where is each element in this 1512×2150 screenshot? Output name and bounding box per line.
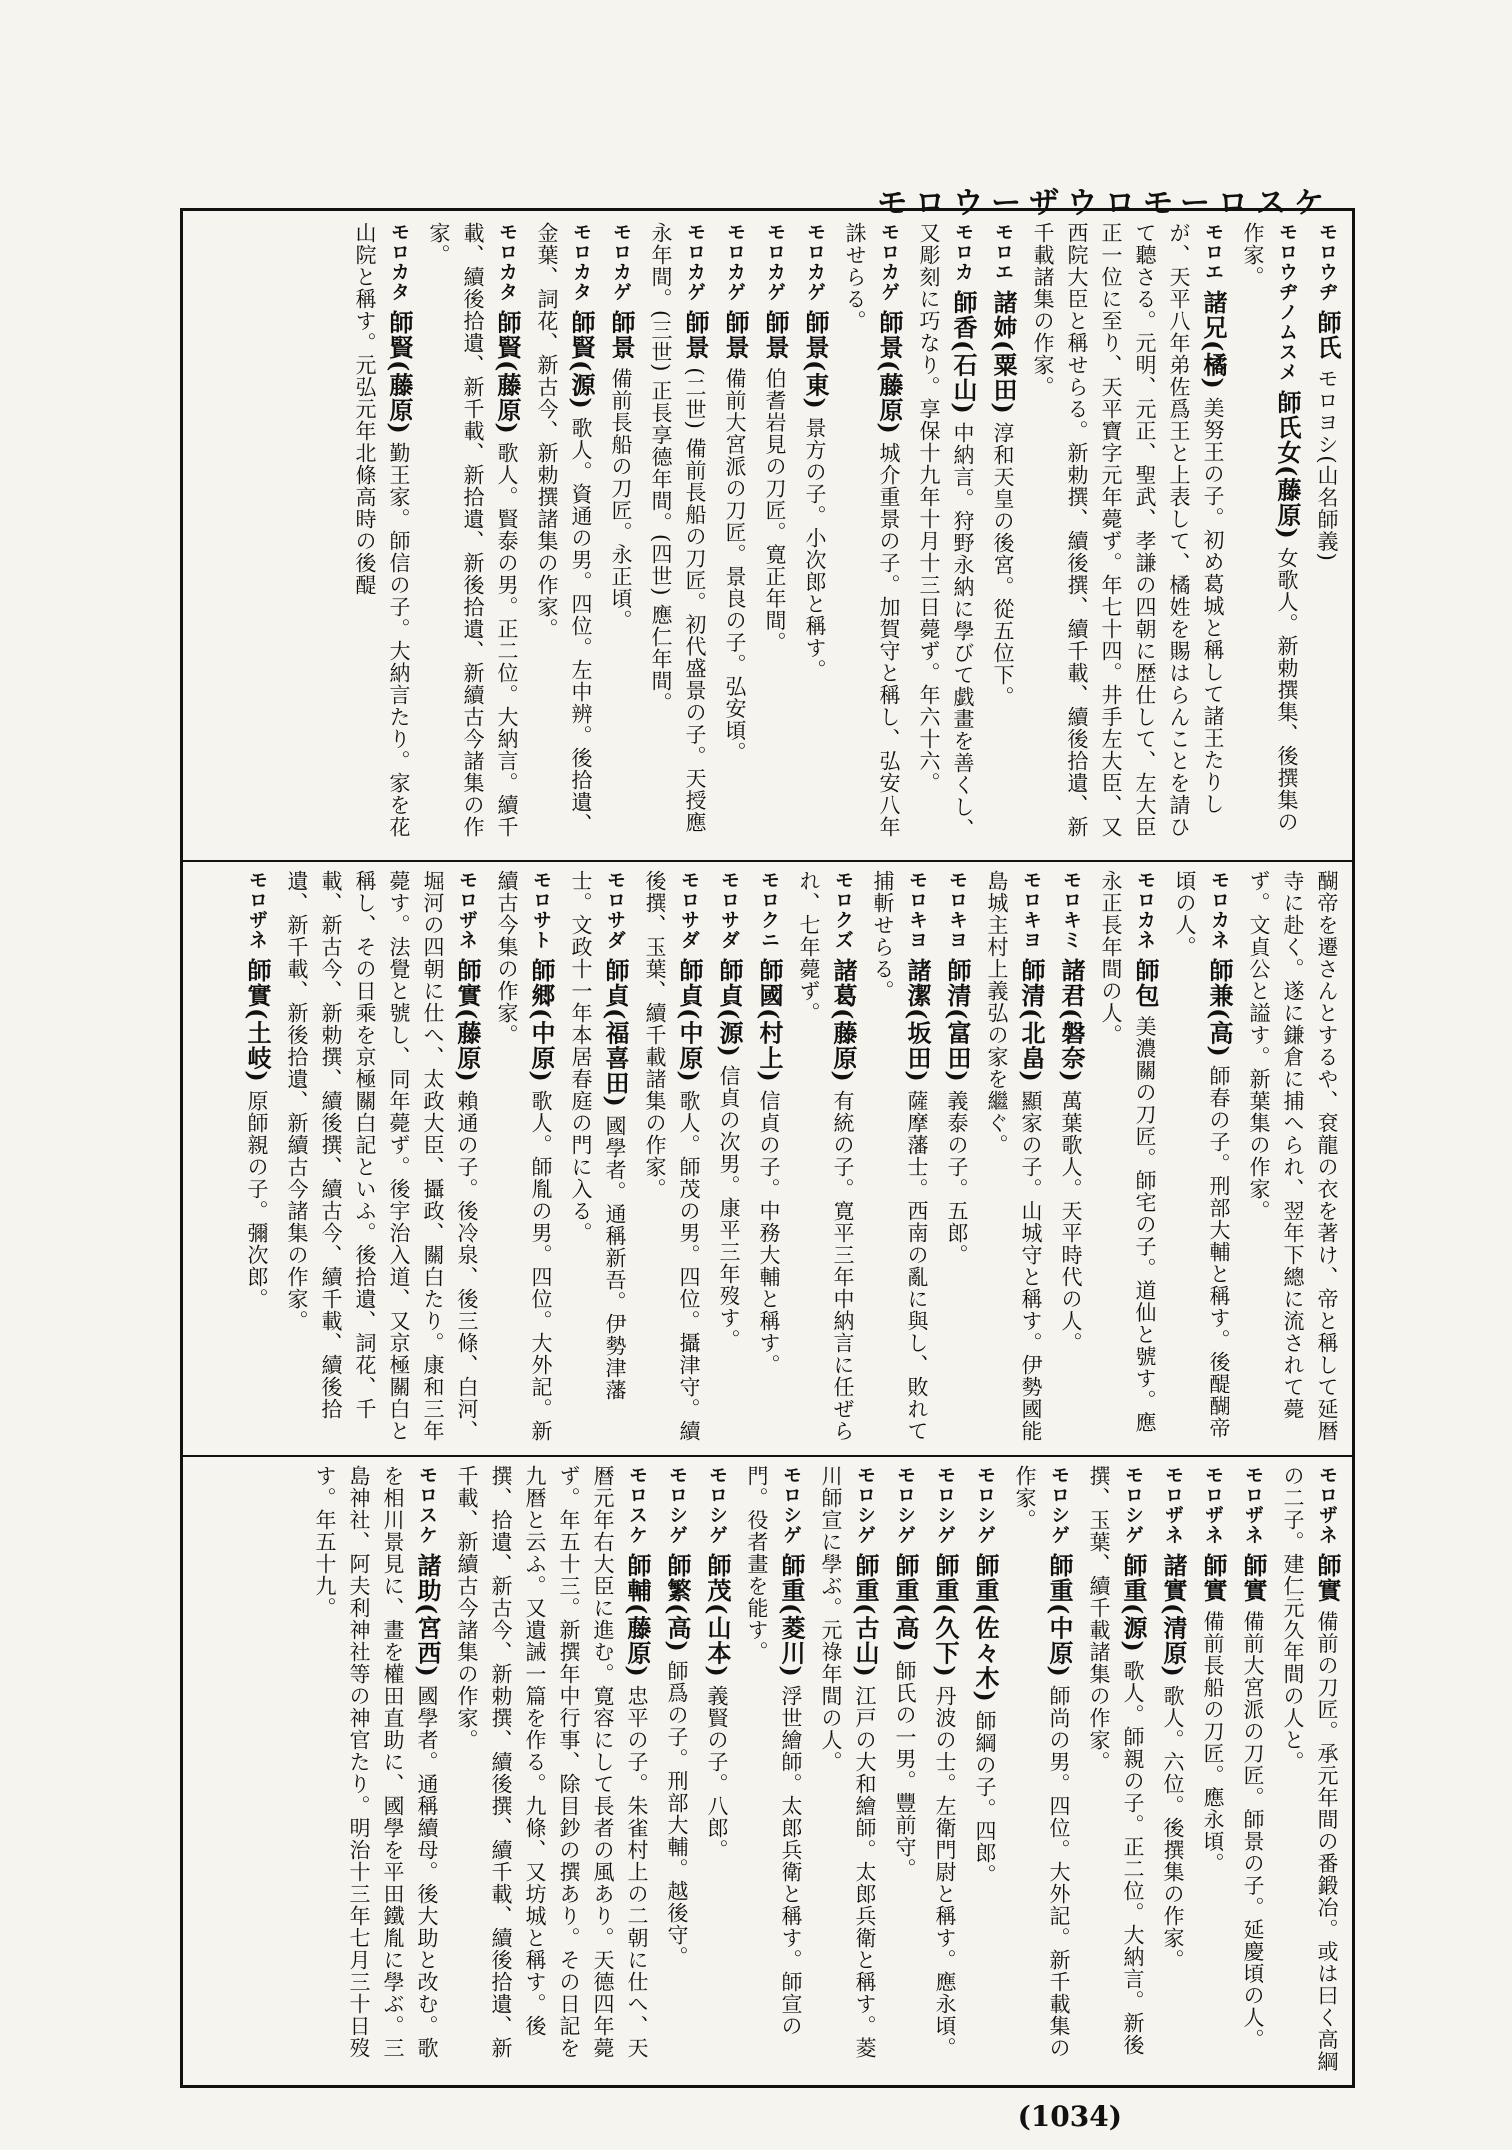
entry-reading: モロシゲ: [934, 1465, 956, 1545]
entry-name: 師景: [681, 309, 710, 360]
entry-text: 淳和天皇の後宮。從五位下。: [991, 422, 1015, 709]
entry-text: 美濃關の刀匠。師宅の子。道仙と號す。應永正長年間の人。: [1099, 870, 1157, 1434]
dictionary-entry: [280, 870, 484, 1445]
entry-text: 國學者。通稱新吾。伊勢津藩士。文政十一年本居春庭の門に入る。: [569, 870, 627, 1402]
entry-text: 義賢の子。八郎。: [705, 1685, 729, 1862]
entry-reading: モロカゲ: [724, 222, 746, 302]
entry-reading: モロウヂノムスメ: [1276, 222, 1298, 382]
entry-name: 師實: [1313, 1552, 1342, 1603]
entry-text: 師春の子。刑部大輔と稱す。後醍醐帝頃の人。: [1173, 870, 1231, 1440]
entry-name: 師賢(藤原): [493, 309, 522, 435]
entry-name: 諸姉(粟田): [989, 289, 1018, 415]
entry-name: 師實: [1239, 1552, 1268, 1603]
entry-name: 師景: [721, 309, 750, 360]
entry-reading: モロカ: [952, 222, 974, 282]
entry-text: 歌人。師胤の男。四位。大外記。新續古今集の作家。: [495, 870, 553, 1443]
entry-reading: モロカゲ: [764, 222, 786, 302]
entry-name: 諸實(清原): [1159, 1552, 1188, 1678]
entry-reading: モロウヂ: [1316, 222, 1338, 302]
entry-name: 師貞(中原): [675, 957, 704, 1083]
entry-reading: モロシゲ: [894, 1465, 916, 1545]
entry-name: 師景(東): [801, 309, 830, 410]
entry-reading: モロカタ: [570, 222, 592, 302]
dictionary-entry: [1276, 1465, 1344, 2080]
entry-reading: モロカタ: [388, 222, 410, 302]
entry-reading: モロシゲ: [706, 1465, 728, 1545]
dictionary-entry: [308, 1465, 444, 2080]
entry-text: 丹波の士。左衛門尉と稱す。應永頃。: [933, 1685, 957, 2060]
entry-text: 賴通の子。後冷泉、後三條、白河、堀河の四朝に仕へ、太政大臣、攝政、關白たり。康和三年薨す。法覺と號し、同年薨ず。後宇治入道、又京極關白と稱し、その日乘を京極關白記といふ。後拾遺、詞花、千載、新古今、新勅撰、續後撰、續古今、續千載、續後拾遺、新千載、新後拾遺、新續古今諸集の作家。: [285, 870, 479, 1443]
dictionary-entry: [986, 222, 1020, 852]
entry-name: 師重(中原): [1045, 1552, 1074, 1678]
dictionary-entry: [530, 222, 598, 852]
dictionary-entry: [638, 870, 706, 1445]
entry-name: 諸助(宮西): [413, 1552, 442, 1678]
entry-name: 師清(北畠): [1017, 957, 1046, 1083]
dictionary-entry: [712, 870, 746, 1445]
entry-name: 師繁(高): [663, 1552, 692, 1653]
entry-reading: モロシゲ: [854, 1465, 876, 1545]
entry-reading: モロシゲ: [666, 1465, 688, 1545]
entry-name: 師香(石山): [949, 289, 978, 415]
dictionary-entry: [1026, 222, 1230, 852]
entry-name: 師重(菱川): [777, 1552, 806, 1678]
entry-reading: モロカゲ: [878, 222, 900, 302]
entry-text: 歌人。賢泰の男。正二位。大納言。續千載、續後拾遺、新千載、新拾遺、新後拾遺、新續古今諸集の作家。: [427, 222, 519, 839]
dictionary-entry: [814, 1465, 882, 2080]
entry-name: 師景: [607, 309, 636, 360]
entry-text: 忠平の子。朱雀村上の二朝に仕へ、天暦元年右大臣に進む。寛容にして長者の風あり。天德四年薨ず。年五十三。新撰年中行事、除目鈔の撰あり。その日記を九暦と云ふ。又遺誡一篇を作る。九條、又坊城と稱す。後撰、拾遺、新古今、新勅撰、續後撰、續千載、續後拾遺、新千載、新續古今諸集の作家。: [455, 1465, 649, 2060]
entry-name: 諸葛(藤原): [829, 957, 858, 1083]
entry-name: 諸潔(坂田): [903, 957, 932, 1083]
entry-reading: モロカネ: [1208, 870, 1230, 950]
dictionary-entry: [888, 1465, 922, 2080]
entry-reading: モロサダ: [678, 870, 700, 950]
entry-name: 師重(古山): [851, 1552, 880, 1678]
entry-text: 師尚の男。四位。大外記。新千載集の作家。: [1013, 1465, 1071, 2060]
lower-section: [192, 1465, 1344, 2080]
entry-text: 勤王家。師信の子。大納言たり。家を花山院と稱す。元弘元年北條高時の後醍: [353, 222, 411, 839]
entry-text: 伯耆岩見の刀匠。寛正年間。: [763, 367, 787, 654]
entry-name: 師氏女(藤原): [1273, 389, 1302, 540]
entry-text: 備前大宮派の刀匠。景良の子。弘安頃。: [723, 367, 747, 764]
entry-reading: モロザネ: [246, 870, 268, 950]
dictionary-entry: [644, 222, 712, 852]
entry-text: 師氏の一男。豐前守。: [893, 1660, 917, 1881]
entry-text: 國學者。通稱續母。後大助と改む。歌を相川景見に、畫を權田直助に、國學を平田鐵胤に學ぶ。三島神社、阿夫利神社等の神官たり。明治十三年七月三十日歿す。年五十九。: [313, 1465, 439, 2060]
dictionary-entry: [866, 870, 934, 1445]
entry-text: モロヨシ(山名師義): [1315, 367, 1339, 562]
entry-text: 歌人。六位。後撰集の作家。: [1161, 1685, 1185, 1972]
dictionary-entry: [968, 1465, 1002, 2080]
entry-name: 師實: [1199, 1552, 1228, 1603]
entry-name: 師賢(源): [567, 309, 596, 410]
entry-text: 師綱の子。四郎。: [973, 1710, 997, 1887]
entry-reading: モロカタ: [496, 222, 518, 302]
entry-text: 歌人。師茂の男。四位。攝津守。續後撰、玉葉、續千載諸集の作家。: [643, 870, 701, 1443]
page-number: (1034): [1017, 2100, 1122, 2133]
dictionary-entry: [1082, 1465, 1150, 2080]
entry-text: (二世) 備前長船の刀匠。初代盛景の子。天授應永年間。(三世) 正長享德年間。(四世) 應仁年間。: [649, 222, 707, 834]
entry-reading: モロキヨ: [946, 870, 968, 950]
entry-reading: モロザネ: [1316, 1465, 1338, 1545]
entry-text: 師爲の子。刑部大輔。越後守。: [665, 1660, 689, 1969]
entry-reading: モロザネ: [1162, 1465, 1184, 1545]
entry-name: 師貞(源): [715, 957, 744, 1058]
entry-name: 師實(藤原): [453, 957, 482, 1083]
entry-reading: モロスケ: [416, 1465, 438, 1545]
dictionary-entry: [604, 222, 638, 852]
entry-text: 浮世繪師。太郎兵衛と稱す。師宣の門。役者畫を能す。: [745, 1465, 803, 2038]
entry-text: 有統の子。寛平三年中納言に任ぜられ、七年薨ず。: [797, 870, 855, 1443]
entry-reading: モロシゲ: [780, 1465, 802, 1545]
entry-text: 備前の刀匠。承元年間の番鍛冶。或は曰く高綱の二子。建仁元久年間の人と。: [1281, 1465, 1339, 2073]
entry-reading: モロシゲ: [974, 1465, 996, 1545]
dictionary-entry: [740, 1465, 808, 2080]
entry-reading: モロスケ: [626, 1465, 648, 1545]
entry-reading: モロサダ: [604, 870, 626, 950]
entry-reading: モロエ: [1202, 222, 1224, 282]
dictionary-entry: [1236, 1465, 1270, 2080]
dictionary-entry: [450, 1465, 654, 2080]
dictionary-entry: [660, 1465, 694, 2080]
dictionary-entry: [1168, 870, 1236, 1445]
entry-name: 師實(土岐): [243, 957, 272, 1083]
dictionary-entry: [422, 222, 524, 852]
entry-reading: モロキヨ: [1020, 870, 1042, 950]
entry-name: 師重(佐々木): [971, 1552, 1000, 1703]
entry-text: 原師親の子。彌次郎。: [245, 1090, 269, 1311]
dictionary-entry: [752, 870, 786, 1445]
dictionary-entry: [1196, 1465, 1230, 2080]
entry-reading: モロキヨ: [906, 870, 928, 950]
entry-reading: モロサト: [530, 870, 552, 950]
dictionary-entry: [1054, 870, 1088, 1445]
entry-reading: モロシゲ: [1122, 1465, 1144, 1545]
entry-text: 備前長船の刀匠。永正頃。: [609, 367, 633, 632]
entry-name: 師郷(中原): [527, 957, 556, 1083]
entry-name: 師重(源): [1119, 1552, 1148, 1653]
entry-name: 諸君(磐奈): [1057, 957, 1086, 1083]
entry-name: 師貞(福喜田): [601, 957, 630, 1108]
entry-reading: モロカゲ: [610, 222, 632, 302]
entry-reading: モロキミ: [1060, 870, 1082, 950]
entry-text: 義泰の子。五郎。: [945, 1090, 969, 1267]
entry-name: 師包: [1131, 957, 1160, 1008]
dictionary-entry: [1310, 222, 1344, 852]
entry-name: 師重(高): [891, 1552, 920, 1653]
entry-text: 備前大宮派の刀匠。師景の子。延慶頃の人。: [1241, 1610, 1265, 2051]
dictionary-entry: [758, 222, 792, 852]
entry-name: 師國(村上): [755, 957, 784, 1083]
entry-text: 景方の子。小次郎と稱す。: [803, 417, 827, 682]
dictionary-entry: [1242, 870, 1344, 1445]
entry-text: 備前長船の刀匠。應永頃。: [1201, 1610, 1225, 1875]
entry-text: 歌人。師親の子。正二位。大納言。新後撰、玉葉、續千載諸集の作家。: [1087, 1465, 1145, 2057]
dictionary-entry: [564, 870, 632, 1445]
entry-reading: モロザネ: [1202, 1465, 1224, 1545]
dictionary-entry: [838, 222, 906, 852]
entry-text: 城介重景の子。加賀守と稱し、弘安八年誅せらる。: [843, 222, 901, 839]
dictionary-entry: [490, 870, 558, 1445]
dictionary-entry: [718, 222, 752, 852]
entry-reading: モロクズ: [832, 870, 854, 950]
entry-reading: モロクニ: [758, 870, 780, 950]
entry-reading: モロエ: [992, 222, 1014, 282]
dictionary-entry: [1008, 1465, 1076, 2080]
entry-name: 師茂(山本): [703, 1552, 732, 1678]
entry-text: 顯家の子。山城守と稱す。伊勢國能島城主村上義弘の家を繼ぐ。: [985, 870, 1043, 1443]
entry-name: 諸兄(橘): [1199, 289, 1228, 390]
entry-name: 師輔(藤原): [623, 1552, 652, 1678]
upper-section: [192, 222, 1344, 852]
entry-text: 歌人。資通の男。四位。左中辨。後拾遺、金葉、詞花、新古今、新勅撰諸集の作家。: [535, 222, 593, 836]
entry-name: 師重(久下): [931, 1552, 960, 1678]
section-divider-2: [180, 1455, 1355, 1457]
section-divider-1: [180, 860, 1355, 862]
entry-name: 師清(富田): [943, 957, 972, 1083]
entry-reading: モロカネ: [1134, 870, 1156, 950]
entry-text: 萬葉歌人。天平時代の人。: [1059, 1090, 1083, 1355]
dictionary-entry: [1156, 1465, 1190, 2080]
entry-reading: モロカゲ: [804, 222, 826, 302]
dictionary-entry: [912, 222, 980, 852]
dictionary-entry: [798, 222, 832, 852]
dictionary-entry: [940, 870, 974, 1445]
entry-text: 醐帝を遷さんとするや、袞龍の衣を著け、帝と稱して延暦寺に赴く。遂に鎌倉に捕へられ、翌年下總に流されて薨ず。文貞公と謚す。新葉集の作家。: [1247, 870, 1339, 1442]
entry-name: 師賢(藤原): [385, 309, 414, 435]
page-header: モロウーザウロモーロスケ: [877, 186, 1332, 221]
entry-text: 薩摩藩士。西南の亂に與し、敗れて捕斬せらる。: [871, 870, 929, 1443]
entry-text: 美努王の子。初め葛城と稱して諸王たりしが、天平八年弟佐爲王と上表して、橘姓を賜はらんことを請ひて聽さる。元明、元正、聖武、孝謙の四朝に歴仕して、左大臣正一位に至り、天平寶字元年薨ず。年七十四。井手左大臣、又西院大臣と稱せらる。新勅撰、續後撰、續千載、續後拾遺、新千載諸集の作家。: [1031, 222, 1225, 838]
entry-reading: モロザネ: [456, 870, 478, 950]
entry-name: 師氏: [1313, 309, 1342, 360]
entry-text: 江戸の大和繪師。太郎兵衛と稱す。菱川師宣に學ぶ。元祿年間の人。: [819, 1465, 877, 2060]
entry-reading: モロザネ: [1242, 1465, 1264, 1545]
entry-name: 師兼(高): [1205, 957, 1234, 1058]
dictionary-entry: [980, 870, 1048, 1445]
dictionary-entry: [348, 222, 416, 852]
dictionary-entry: [700, 1465, 734, 2080]
entry-name: 師景(藤原): [875, 309, 904, 435]
dictionary-entry: [792, 870, 860, 1445]
dictionary-entry: [928, 1465, 962, 2080]
middle-section: [192, 870, 1344, 1445]
dictionary-entry: [1094, 870, 1162, 1445]
entry-text: 信貞の子。中務大輔と稱す。: [757, 1090, 781, 1377]
entry-name: 師景: [761, 309, 790, 360]
entry-reading: モロサダ: [718, 870, 740, 950]
entry-text: 女歌人。新勅撰集、後撰集の作家。: [1241, 222, 1299, 834]
entry-text: 信貞の次男。康平三年歿す。: [717, 1065, 741, 1352]
entry-text: 中納言。狩野永納に學びて戯畫を善くし、又彫刻に巧なり。享保十九年十月十三日薨ず。年六十六。: [917, 222, 975, 841]
entry-reading: モロカゲ: [684, 222, 706, 302]
dictionary-entry: [240, 870, 274, 1445]
dictionary-entry: [1236, 222, 1304, 852]
entry-reading: モロシゲ: [1048, 1465, 1070, 1545]
